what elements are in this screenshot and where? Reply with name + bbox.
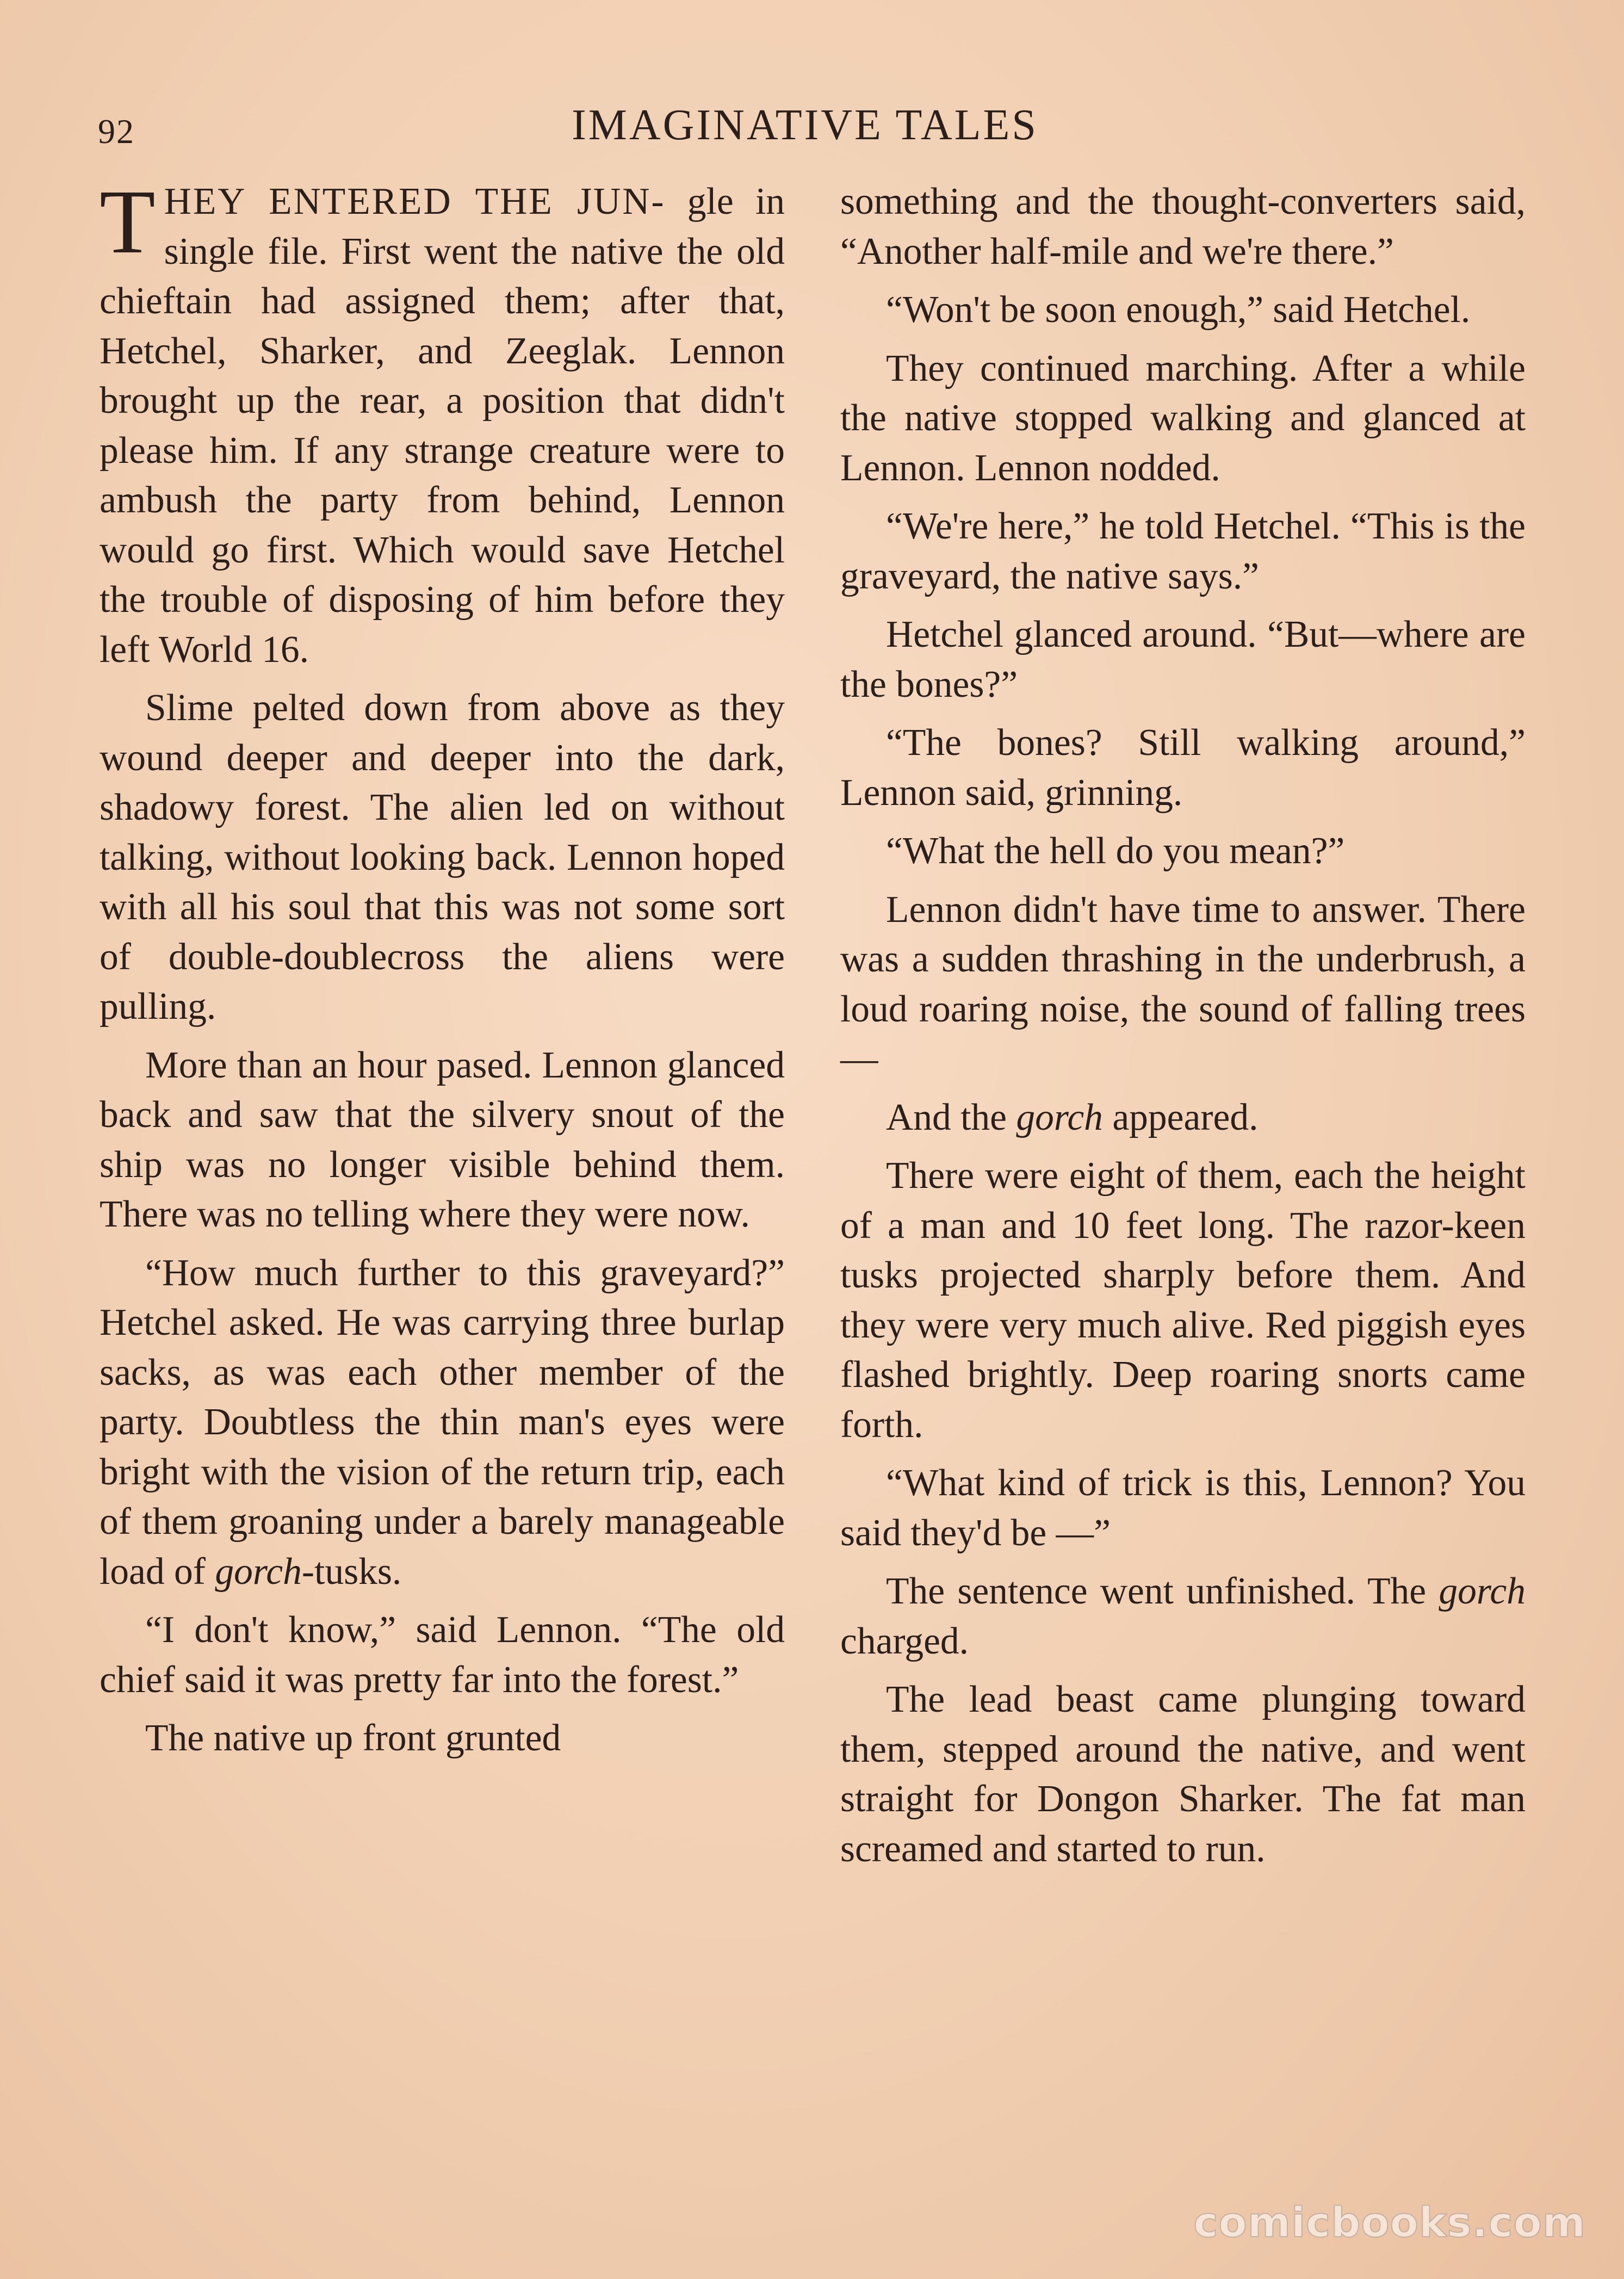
- paragraph: “What kind of trick is this, Lennon? You said they'd be —”: [840, 1462, 1526, 1554]
- paragraph: “We're here,” he told Hetchel. “This is the graveyard, the native says.”: [840, 505, 1526, 597]
- paragraph-text: appeared.: [1102, 1096, 1259, 1138]
- drop-cap: T: [100, 171, 156, 273]
- italic-word: gorch: [1439, 1570, 1526, 1612]
- paragraph: They continued marching. After a while the native stopped walking and glanced at Lennon. Lennon nodded.: [840, 347, 1526, 489]
- paragraph: “Won't be soon enough,” said Hetchel.: [886, 289, 1471, 331]
- paragraph: More than an hour pased. Lennon glanced back and saw that the silvery snout of the ship was no longer visible behind them. There was no telling where they were now.: [100, 1044, 785, 1235]
- paragraph: something and the thought-converters said, “Another half-mile and we're there.”: [840, 181, 1526, 273]
- paragraph: The lead beast came plunging toward them, stepped around the native, and went straight for Dongon Sharker. The fat man screamed and started to run.: [840, 1679, 1526, 1870]
- paragraph-text: And the: [886, 1096, 1016, 1138]
- paragraph: [100, 171, 785, 674]
- paragraph: “What the hell do you mean?”: [886, 830, 1345, 872]
- paragraph: Hetchel glanced around. “But—where are the bones?”: [840, 614, 1526, 705]
- paragraph: The native up front grunted: [145, 1717, 561, 1759]
- left-column: [100, 171, 785, 1772]
- watermark: comicbooks.com: [1193, 2198, 1586, 2246]
- paragraph: [840, 1093, 1526, 1143]
- running-head: IMAGINATIVE TALES: [572, 101, 1038, 149]
- paragraph: “The bones? Still walking around,” Lennon said, grinning.: [840, 722, 1526, 814]
- paragraph-text: The sentence went unfinished. The: [886, 1570, 1439, 1612]
- paragraph-text: gle in single file. First went the native the old chieftain had assigned them; after that, Hetchel, Sharker, and Zeeglak. Lennon brought up the rear, a position that didn't please him. If any strange creature were to ambush the party from behind, Lennon would go first. Which would save Hetchel the trouble of disposing of him before they left World 16.: [100, 181, 785, 671]
- lead-in: HEY ENTERED THE JUN-: [164, 181, 666, 222]
- paragraph: Lennon didn't have time to answer. There was a sudden thrashing in the underbrush, a loud roaring noise, the sound of falling trees—: [840, 888, 1526, 1080]
- italic-word: gorch: [1016, 1096, 1103, 1138]
- paragraph: There were eight of them, each the height of a man and 10 feet long. The razor-keen tusks projected sharply before them. And they were very much alive. Red piggish eyes flashed brightly. Deep roaring snorts came forth.: [840, 1155, 1526, 1446]
- page-number: 92: [98, 112, 135, 151]
- paragraph-text: -tusks.: [301, 1550, 402, 1593]
- paragraph: Slime pelted down from above as they wound deeper and deeper into the dark, shadowy forest. The alien led on without talking, without looking back. Lennon hoped with all his soul that this was not some sort of double-doublecross the aliens were pulling.: [100, 687, 785, 1027]
- page-header: [98, 101, 1512, 155]
- paragraph: [100, 1248, 785, 1597]
- right-column: [840, 177, 1526, 1882]
- paragraph-text: “How much further to this graveyard?” Hetchel asked. He was carrying three burlap sacks, as was each other member of the party. Doubtless the thin man's eyes were bright with the vision of the return trip, each of them groaning under a barely manageable load of: [100, 1252, 785, 1593]
- paragraph-text: charged.: [840, 1620, 969, 1662]
- paragraph: “I don't know,” said Lennon. “The old chief said it was pretty far into the forest.”: [100, 1609, 785, 1701]
- paragraph: [840, 1566, 1526, 1666]
- italic-word: gorch: [215, 1550, 302, 1593]
